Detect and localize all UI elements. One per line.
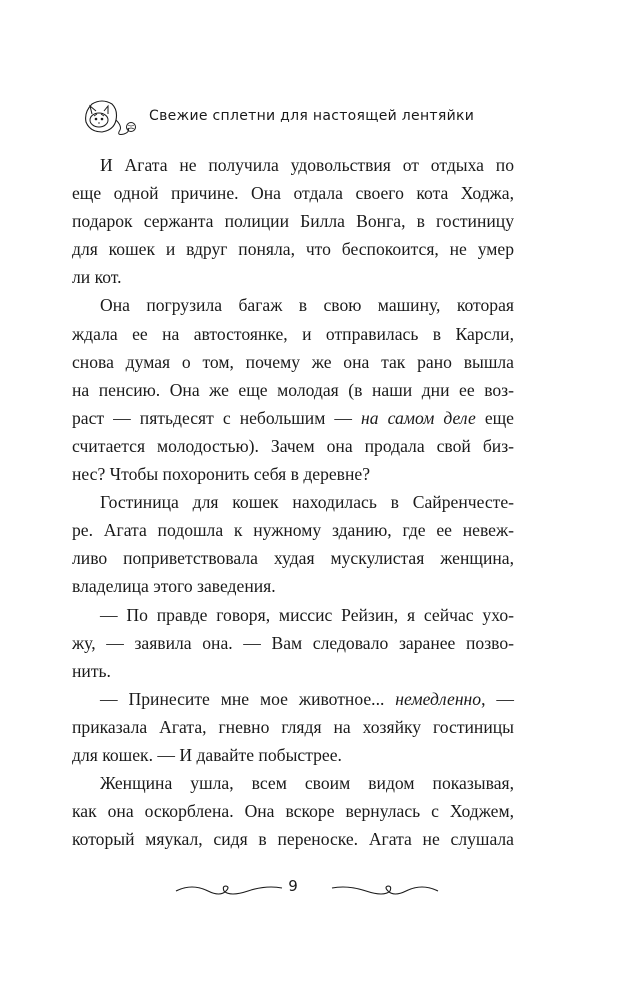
text-line: владелица этого заведения. — [72, 576, 276, 597]
text-line: жу, — заявила она. — Вам следовало заранее позво- — [72, 632, 514, 653]
page-footer — [0, 873, 618, 905]
text-line: Женщина ушла, всем своим видом показывая, — [100, 773, 514, 794]
text-line: как она оскорблена. Она вскоре вернулась с Ходжем, — [72, 801, 514, 822]
text-line — [72, 685, 514, 713]
text-line: ждала ее на автостоянке, и отправилась в Карсли, — [72, 323, 514, 344]
text-segment: , — — [481, 688, 514, 709]
text-line: на пенсию. Она же еще молодая (в наши дни ее воз- — [72, 379, 514, 400]
text-line: считается молодостью). Зачем она продала свой биз- — [72, 435, 514, 456]
text-line: подарок сержанта полиции Билла Вонга, в гостиницу — [72, 211, 514, 232]
italic-emphasis: на самом деле — [361, 407, 476, 428]
text-line: Она погрузила багаж в свою машину, которая — [100, 295, 514, 316]
text-segment: еще — [475, 407, 514, 428]
running-header — [72, 96, 552, 140]
text-line: ре. Агата подошла к нужному зданию, где ее невеж- — [72, 520, 514, 541]
header-title: Свежие сплетни для настоящей лентяйки — [149, 108, 475, 124]
text-line: ливо поприветствовала худая мускулистая женщина, — [72, 548, 514, 569]
text-segment: — Принесите мне мое животное... — [100, 688, 396, 709]
text-segment: раст — пятьдесят с небольшим — — [72, 407, 362, 428]
text-line: который мяукал, сидя в переноске. Агата не слушала — [72, 829, 514, 850]
page-number: 9 — [288, 877, 298, 895]
italic-emphasis: немедленно — [395, 688, 482, 709]
text-line: еще одной причине. Она отдала своего кота Ходжа, — [72, 183, 514, 204]
text-line: И Агата не получила удовольствия от отдыха по — [100, 155, 514, 175]
swirl-ornament-icon — [330, 879, 440, 899]
text-line: снова думая о том, почему же она так рано вышла — [72, 351, 514, 372]
text-line: для кошек. — И давайте побыстрее. — [72, 744, 342, 765]
body-text — [72, 151, 514, 853]
text-line: для кошек и вдруг поняла, что беспокоится, не умер — [72, 239, 514, 260]
text-line: нить. — [72, 660, 111, 681]
text-line: — По правде говоря, миссис Рейзин, я сейчас ухо- — [100, 604, 514, 625]
text-line: Гостиница для кошек находилась в Сайренчесте- — [100, 492, 514, 513]
cat-with-yarn-icon — [72, 96, 140, 140]
swirl-ornament-icon — [174, 879, 284, 899]
text-line: ли кот. — [72, 267, 122, 288]
text-line: нес? Чтобы похоронить себя в деревне? — [72, 464, 371, 485]
text-line: приказала Агата, гневно глядя на хозяйку гостиницы — [72, 716, 514, 737]
text-line — [72, 404, 514, 432]
